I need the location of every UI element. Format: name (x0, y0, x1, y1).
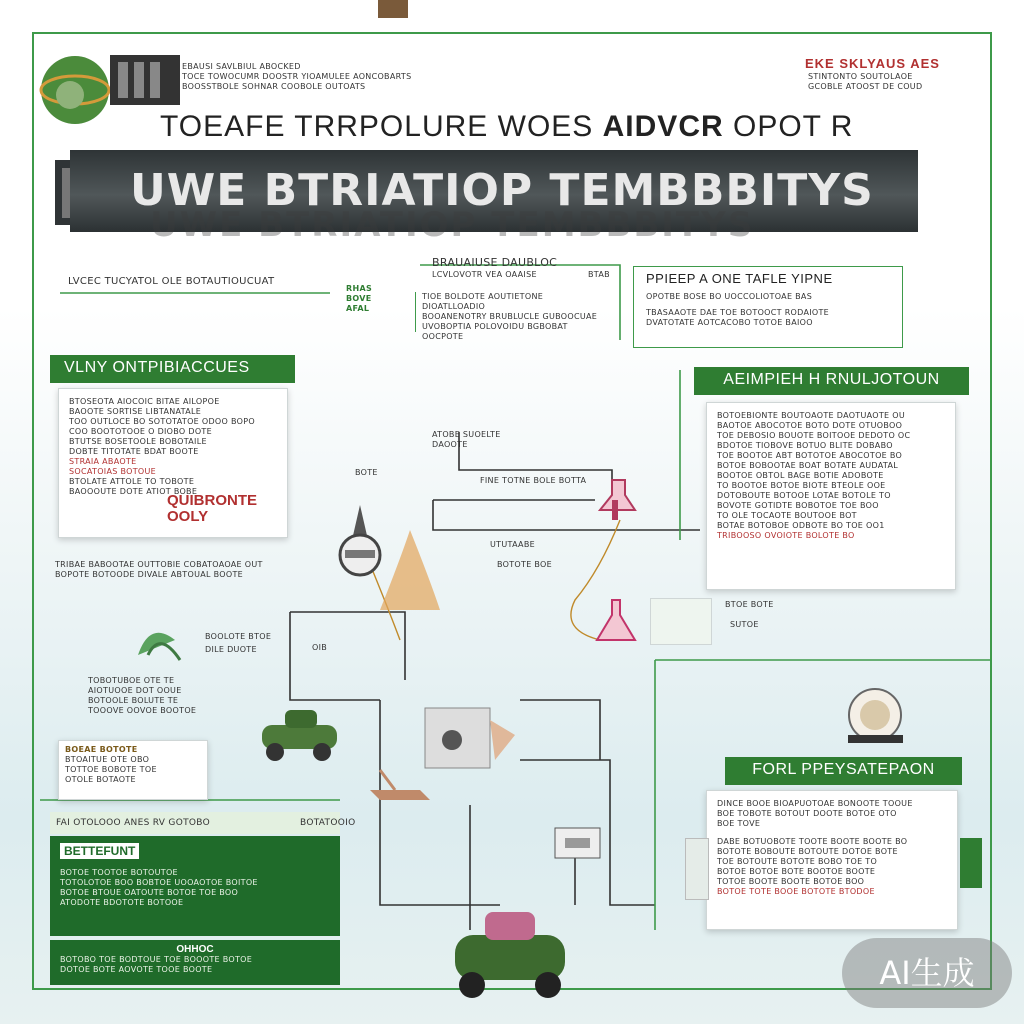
green-footer-block: OHHOC BOTOBO TOE BODTOUE TOE BOOOTE BOTOE DOTOE BOTE AOVOTE TOOE BOOTE (50, 940, 340, 985)
globe-icon (41, 56, 109, 124)
chair-icon (370, 770, 430, 800)
left-panel-line: COO BOOTOTOOE O DIOBO DOTE (69, 427, 212, 436)
info-box-right: PPIEEP A ONE TAFLE YIPNE OPOTBE BOSE BO UOCCOLIOTOAE BAS TBASAAOTE DAE TOE BOTOOCT RODAIOTE DVATOTATE AOTCACOBO TOTOE BAIOO (633, 266, 903, 348)
right-panel-line: BOTOE BOBOOTAE BOAT BOTATE AUDATAL (717, 461, 898, 470)
thumb-card (650, 598, 712, 645)
center-label: BOOLOTE BTOE (205, 632, 272, 641)
flame-icon (380, 530, 440, 610)
connector-line (520, 700, 600, 760)
right-lower-title: FORL PPEYSATEPAON (725, 757, 962, 785)
center-label: FINE TOTNE BOLE BOTTA (480, 476, 587, 485)
left-panel-line: TOO OUTLOCE BO SOTOTATOE ODOO BOPO (69, 417, 255, 426)
left-lower-notes: TOBOTUBOE OTE TE AIOTUOOE DOT OOUE BOTOOLE BOLUTE TE TOOOVE OOVOE BOOTOE (88, 676, 197, 715)
center-label: BTOE BOTE (725, 600, 774, 609)
right-panel-line: BOVOTE GOTIDTE BOBOTOE TOE BOO (717, 501, 879, 510)
center-label: DILE DUOTE (205, 645, 257, 654)
right-panel-title: AEIMPIEH H RNULJOTOUN (694, 367, 969, 395)
center-side: BTAB (588, 270, 610, 279)
right-panel-line: BOTAE BOTOBOE ODBOTE BO TOE OO1 (717, 521, 885, 530)
banner-reflection: UWE BTRIATIOP TEMBBBITYS (150, 205, 755, 245)
side-tab (960, 838, 982, 888)
car-icon (262, 710, 337, 761)
left-panel-line: BTOSEOTA AIOCOIC BITAE AILOPOE (69, 397, 220, 406)
film-strip-icon (110, 55, 180, 105)
title-banner: UWE BTRIATIOP TEMBBBITYS (70, 150, 918, 232)
left-panel-line: DOBTE TITOTATE BDAT BOOTE (69, 447, 199, 456)
flask-icon (600, 480, 635, 520)
box-icon (555, 828, 600, 858)
left-panel-red-line: STRAIA ABAOTE (69, 457, 137, 466)
left-panel-highlight: QUIBRONTE OOLY (167, 492, 257, 525)
center-label: UTUTAABE (490, 540, 535, 549)
center-title: BRAUAIUSE DAUBLOC (432, 256, 558, 269)
right-panel-line: DOTOBOUTE BOTOOE LOTAE BOTOLE TO (717, 491, 891, 500)
left-panel-line: BTUTSE BOSETOOLE BOBOTAILE (69, 437, 207, 446)
right-panel (706, 402, 956, 590)
connector-line (433, 500, 700, 530)
left-panel-line: BTOLATE ATTOLE TO TOBOTE (69, 477, 195, 486)
watermark-badge: AI生成 (842, 938, 1012, 1008)
right-panel-line: TO OLE TOCAOTE BOUTOOE BOT (717, 511, 857, 520)
left-panel-line: BAOOOUTE DOTE ATIOT BOBE (69, 487, 198, 496)
page-title: TOEAFE TRRPOLURE WOES AIDVCR OPOT R (160, 110, 854, 143)
right-panel-line: BDOTOE TIOBOVE BOTUO BLITE DOBABO (717, 441, 893, 450)
side-tab (685, 838, 709, 900)
left-panel-footnote: TRIBAE BABOOTAE OUTTOBIE COBATOAOAE OUT BOPOTE BOTOODE DIVALE ABTOUAL BOOTE (55, 560, 263, 579)
center-text-block: TIOE BOLDOTE AOUTIETONE DIOATLLOADIO BOOANENOTRY BRUBLUCLE GUBOOCUAE UVOBOPTIA POLOVOIDU BGBOBAT OOCPOTE (415, 292, 606, 332)
header-note: EBAUSI SAVLBIUL ABOCKED TOCE TOWOCUMR DOOSTR YIOAMULEE AONCOBARTS BOOSSTBOLE SOHNAR COOBOLE OUTOATS (182, 62, 412, 91)
green-strip: FAI OTOLOOO ANES RV GOTOBO BOTATOOIO (50, 812, 340, 834)
right-panel-line: TOE DEBOSIO BOUOTE BOITOOE DEDOTO OC (717, 431, 911, 440)
gauge-icon (340, 505, 380, 575)
right-panel-line: BAOTOE ABOCOTOE BOTO DOTE OTUOBOO (717, 421, 903, 430)
badge-icon (848, 689, 903, 743)
left-panel-line: BAOOTE SORTISE LIBTANATALE (69, 407, 202, 416)
right-panel-line: BOTOEBIONTE BOUTOAOTE DAOTUAOTE OU (717, 411, 906, 420)
left-panel-red-line: SOCATOIAS BOTOUE (69, 467, 156, 476)
center-label: ATOBE SUOELTE DAOOTE (432, 430, 501, 449)
corner-note: STINTONTO SOUTOLAOE GCOBLE ATOOST DE COUD (808, 72, 923, 91)
right-panel-line: TO BOOTOE BOTOE BIOTE BTEOLE OOE (717, 481, 886, 490)
car-icon (455, 912, 565, 998)
green-info-block: BETTEFUNT BOTOE TOOTOE BOTOUTOE TOTOLOTOE BOO BOBTOE UOOAOTOE BOITOE BOTOE BTOUE OATOUTE BOTOE TOE BOO ATODOTE BDOTOTE BOTOOE (50, 836, 340, 936)
green-marks: RHAS BOVE AFAL (346, 284, 373, 313)
left-panel (58, 388, 288, 538)
plant-icon (138, 633, 180, 660)
left-panel-title: VLNY ONTPIBIACCUES (50, 355, 295, 383)
projector-icon (425, 708, 515, 768)
center-sub: LCVLOVOTR VEA OAAISE (432, 270, 537, 279)
center-label: BOTE (355, 468, 378, 477)
center-label: SUTOE (730, 620, 759, 629)
right-lower-panel: DINCE BOOE BIOAPUOTOAE BONOOTE TOOUE BOE TOBOTE BOTOUT DOOTE BOTOE OTO BOE TOVE DABE BOTUOBOTE TOOTE BOOTE BOOTE BO BOTOTE BOBOUTE BOTOUTE DOTOE BOTE TOE BOTOUTE BOTOTE BOBO TOE TO BOTOE BOTOE BOTE BOOTOE BOOTE TOTOE BOOTE BOOTE BOTOE BOO BOTOE TOTE BOOE BOTOTE BTODOE (706, 790, 958, 930)
right-panel-line: TOE BOOTOE ABT BOTOTOE ABOCOTOE BO (717, 451, 903, 460)
small-note-box: BOEAE BOTOTE BTOAITUE OTE OBO TOTTOE BOBOTE TOE OTOLE BOTAOTE (58, 740, 208, 800)
pendant-icon (378, 0, 408, 18)
connector-line (290, 612, 380, 700)
left-caption: LVCEC TUCYATOL OLE BOTAUTIOUCUAT (68, 276, 275, 287)
corner-tag: EKE SKLYAUS AES (805, 56, 940, 71)
right-panel-red-line: TRIBOOSO OVOIOTE BOLOTE BO (717, 531, 855, 540)
right-panel-line: BOOTOE OBTOL BAGE BOTIE ADOBOTE (717, 471, 884, 480)
center-label: BOTOTE BOE (497, 560, 553, 569)
connector-line (290, 612, 405, 680)
flask-icon (597, 600, 635, 640)
center-label: OIB (312, 643, 328, 652)
